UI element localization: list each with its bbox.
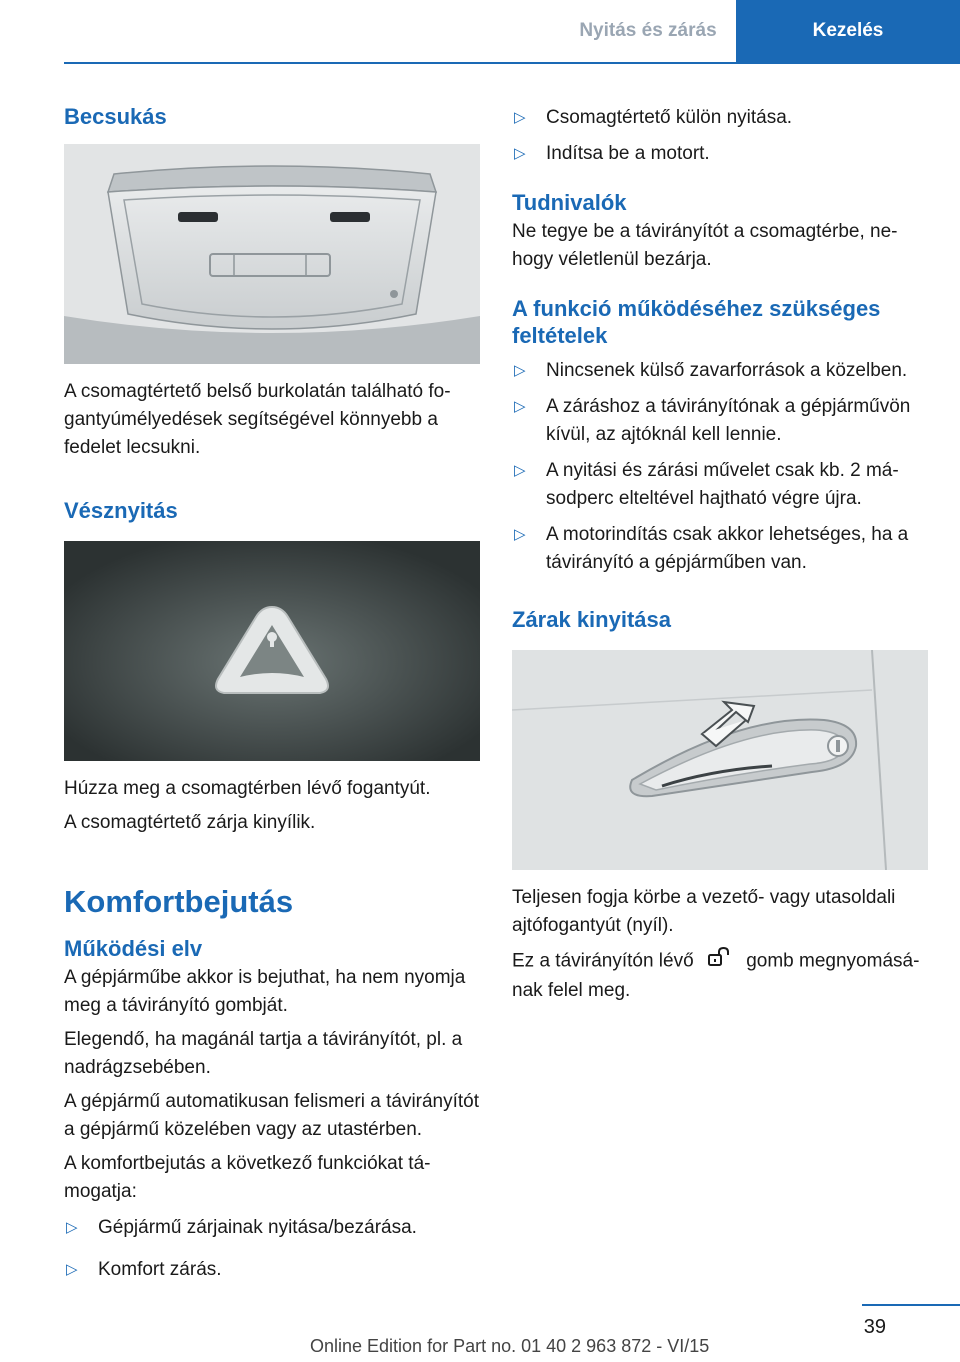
zarak-p2-part1: Ez a távirányítón lévő xyxy=(512,950,694,972)
zarak-p2-part2: gomb megnyomásának felel meg. xyxy=(512,950,920,1001)
zarak-p2 xyxy=(512,946,928,1005)
header-tabs xyxy=(560,0,960,62)
list-item xyxy=(512,521,928,577)
feltetelek-heading: A funkció működéséhez szükséges feltételek xyxy=(512,296,881,348)
tudnivalok-heading: Tudnivalók xyxy=(512,190,627,215)
list-item-text: A motorindítás csak akkor lehetséges, ha a távirányító a gépjárműben van. xyxy=(546,524,909,574)
list-item xyxy=(64,1256,480,1284)
edition-text: Online Edition for Part no. 01 40 2 963 872 - VI/15 xyxy=(310,1336,710,1356)
tab-section[interactable]: Nyitás és zárás xyxy=(579,20,717,41)
triangle-right-icon: ▷ xyxy=(66,1261,78,1279)
list-item-text: A záráshoz a távirányítónak a gépjárművön kívül, az ajtóknál kell lennie. xyxy=(546,396,911,446)
zarak-p1: Teljesen fogja körbe a vezető- vagy utasoldali ajtófogantyút (nyíl). xyxy=(512,886,896,936)
trunk-lid-svg xyxy=(64,144,480,364)
trunk-lid-illustration xyxy=(64,144,480,364)
left-column xyxy=(64,100,480,1284)
door-handle-svg xyxy=(512,650,928,870)
triangle-right-icon: ▷ xyxy=(514,109,526,126)
list-item-text: Gépjármű zárjainak nyitása/bezárása. xyxy=(98,1217,417,1239)
triangle-right-icon: ▷ xyxy=(514,398,526,416)
footer-rule xyxy=(862,1304,960,1306)
triangle-right-icon: ▷ xyxy=(514,362,526,380)
functions-list xyxy=(64,1214,480,1284)
emergency-release-illustration xyxy=(64,541,480,761)
page-number: 39 xyxy=(863,1316,886,1338)
list-item-text: Csomagtértető külön nyitása. xyxy=(546,107,793,128)
vesznyitas-heading: Vésznyitás xyxy=(64,498,178,524)
unlock-padlock-icon xyxy=(707,946,733,977)
list-item xyxy=(512,104,928,132)
list-item-text: Nincsenek külső zavarforrások a közelben. xyxy=(546,360,908,382)
triangle-right-icon: ▷ xyxy=(514,145,526,162)
triangle-right-icon: ▷ xyxy=(66,1219,78,1237)
list-item xyxy=(512,457,928,513)
becsukas-heading: Becsukás xyxy=(64,104,167,129)
emergency-release-svg xyxy=(64,541,480,761)
list-item xyxy=(512,140,928,168)
list-item xyxy=(64,1214,480,1242)
list-item-text: Indítsa be a motort. xyxy=(546,143,710,164)
functions-list-cont xyxy=(512,104,928,168)
zarak-heading: Zárak kinyitása xyxy=(512,607,671,633)
mukodesi-p1: A gépjárműbe akkor is bejuthat, ha nem nyomja meg a távirányító gombját. xyxy=(64,967,466,1017)
right-column xyxy=(512,100,928,1005)
header-rule xyxy=(64,62,960,64)
mukodesi-p2: Elegendő, ha magánál tartja a távirányítót, pl. a nadrágzsebében. xyxy=(64,1029,463,1079)
komfort-heading: Komfortbejutás xyxy=(64,883,294,919)
vesznyitas-p1: Húzza meg a csomagtérben lévő fogantyút. xyxy=(64,777,431,799)
vesznyitas-p2: A csomagtértető zárja kinyílik. xyxy=(64,811,316,833)
triangle-right-icon: ▷ xyxy=(514,462,526,480)
list-item-text: A nyitási és zárási művelet csak kb. 2 másodperc elteltével hajtható végre újra. xyxy=(546,460,899,510)
door-handle-illustration xyxy=(512,650,928,870)
tab-chapter[interactable]: Kezelés xyxy=(736,0,960,62)
list-item xyxy=(512,357,928,385)
list-item-text: Komfort zárás. xyxy=(98,1259,222,1281)
mukodesi-p4: A komfortbejutás a következő funkciókat támogatja: xyxy=(64,1153,431,1203)
mukodesi-heading: Működési elv xyxy=(64,935,203,961)
tudnivalok-text: Ne tegye be a távirányítót a csomagtérbe, nehogy véletlenül bezárja. xyxy=(512,221,898,271)
triangle-right-icon: ▷ xyxy=(514,526,526,544)
conditions-list xyxy=(512,357,928,577)
mukodesi-p3: A gépjármű automatikusan felismeri a távirányítót a gépjármű közelében vagy az utastérben. xyxy=(64,1091,480,1141)
becsukas-text: A csomagtértető belső burkolatán található fogantyúmélyedések segítségével könnyebb a fedelet lecsukni. xyxy=(64,381,451,459)
list-item xyxy=(512,393,928,449)
